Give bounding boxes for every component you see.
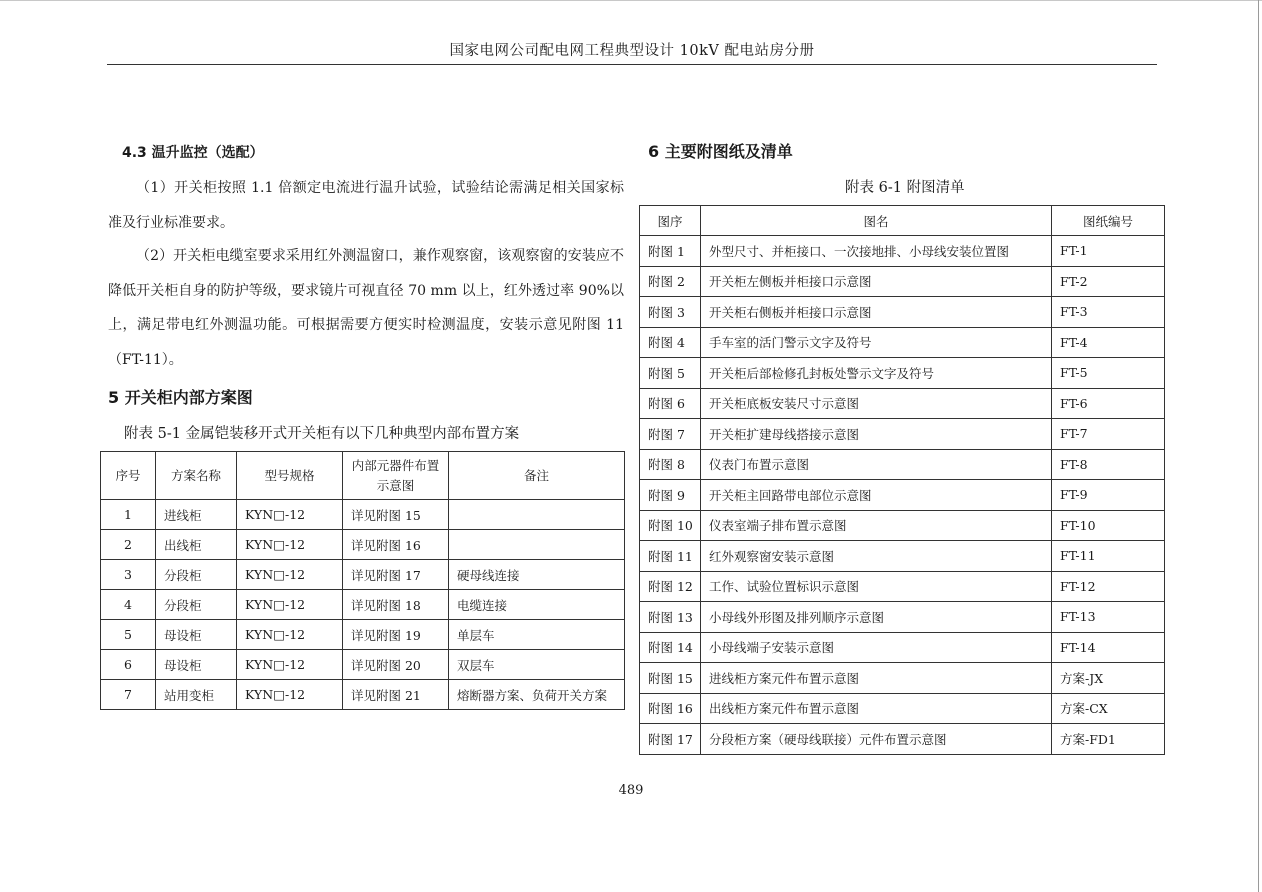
table-cell: KYN□-12 — [237, 590, 343, 620]
t6-header-cell: 图名 — [701, 206, 1052, 236]
table-cell: 母设柜 — [156, 650, 237, 680]
table-6-1-row — [640, 693, 1165, 724]
t5-header-cell: 型号规格 — [237, 452, 343, 500]
table-cell: 小母线外形图及排列顺序示意图 — [701, 602, 1052, 633]
table-cell: 进线柜方案元件布置示意图 — [701, 663, 1052, 694]
table-cell: 附图 11 — [640, 541, 701, 572]
t6-header-cell: 图纸编号 — [1052, 206, 1165, 236]
table-cell: 3 — [101, 560, 156, 590]
table-cell: 详见附图 20 — [343, 650, 449, 680]
table-cell: 分段柜 — [156, 560, 237, 590]
table-cell: 母设柜 — [156, 620, 237, 650]
table-cell: 出线柜 — [156, 530, 237, 560]
table-cell: 附图 16 — [640, 693, 701, 724]
table-cell: 出线柜方案元件布置示意图 — [701, 693, 1052, 724]
paragraph-1 — [108, 130, 624, 240]
table-cell: 分段柜方案（硬母线联接）元件布置示意图 — [701, 724, 1052, 755]
table-cell: 双层车 — [449, 650, 625, 680]
table-cell: 附图 3 — [640, 297, 701, 328]
table-cell: FT-1 — [1052, 236, 1165, 267]
table-cell: 方案-FD1 — [1052, 724, 1165, 755]
table-6-1-row — [640, 541, 1165, 572]
table-6-1 — [639, 205, 1165, 755]
table-cell: 详见附图 18 — [343, 590, 449, 620]
table-6-1-row — [640, 724, 1165, 755]
table-cell: 仪表门布置示意图 — [701, 449, 1052, 480]
table-6-1-row — [640, 327, 1165, 358]
table-cell: 附图 13 — [640, 602, 701, 633]
table-cell: 仪表室端子排布置示意图 — [701, 510, 1052, 541]
table-5-1-caption: 附表 5-1 金属铠装移开式开关柜有以下几种典型内部布置方案 — [124, 426, 520, 442]
table-6-1-row — [640, 632, 1165, 663]
table-cell: 6 — [101, 650, 156, 680]
table-6-1-row — [640, 358, 1165, 389]
table-cell: 附图 10 — [640, 510, 701, 541]
table-cell: 单层车 — [449, 620, 625, 650]
t5-header-cell: 方案名称 — [156, 452, 237, 500]
table-cell: FT-14 — [1052, 632, 1165, 663]
table-cell: FT-2 — [1052, 266, 1165, 297]
table-cell: 进线柜 — [156, 500, 237, 530]
table-cell: KYN□-12 — [237, 680, 343, 710]
table-cell: 附图 9 — [640, 480, 701, 511]
table-cell: 开关柜后部检修孔封板处警示文字及符号 — [701, 358, 1052, 389]
table-cell: 详见附图 17 — [343, 560, 449, 590]
t5-header-cell: 内部元器件布置示意图 — [343, 452, 449, 500]
paragraph-2-text: （2）开关柜电缆室要求采用红外测温窗口，兼作观察窗，该观察窗的安装应不降低开关柜自身的防护等级，要求镜片可视直径 70 mm 以上，红外透过率 90%以上，满足带电红外测温功能。可根据需要方便实时检测温度，安装示意见附图 11（FT-11）。 — [108, 248, 624, 368]
table-cell: 附图 7 — [640, 419, 701, 450]
table-cell: KYN□-12 — [237, 620, 343, 650]
table-5-1-row — [101, 590, 625, 620]
table-6-1-row — [640, 602, 1165, 633]
table-cell: KYN□-12 — [237, 650, 343, 680]
table-cell: FT-5 — [1052, 358, 1165, 389]
table-cell: FT-11 — [1052, 541, 1165, 572]
table-cell: FT-13 — [1052, 602, 1165, 633]
table-5-1-row — [101, 530, 625, 560]
table-6-1-row — [640, 419, 1165, 450]
table-cell: 手车室的活门警示文字及符号 — [701, 327, 1052, 358]
table-cell — [449, 530, 625, 560]
table-cell: 开关柜底板安装尺寸示意图 — [701, 388, 1052, 419]
table-6-1-row — [640, 266, 1165, 297]
page-right-edge — [1258, 0, 1259, 892]
table-5-1-row — [101, 650, 625, 680]
section-4-3-heading: 4.3 温升监控（选配） — [122, 145, 264, 161]
table-cell: 工作、试验位置标识示意图 — [701, 571, 1052, 602]
table-cell: 附图 5 — [640, 358, 701, 389]
table-cell: 硬母线连接 — [449, 560, 625, 590]
table-5-1-row — [101, 680, 625, 710]
table-6-1-row — [640, 571, 1165, 602]
table-cell: FT-4 — [1052, 327, 1165, 358]
table-cell: 附图 15 — [640, 663, 701, 694]
table-cell — [449, 500, 625, 530]
table-cell: 附图 6 — [640, 388, 701, 419]
t5-header-cell: 备注 — [449, 452, 625, 500]
table-5-1-row — [101, 620, 625, 650]
table-cell: 外型尺寸、并柜接口、一次接地排、小母线安装位置图 — [701, 236, 1052, 267]
table-6-1-row — [640, 449, 1165, 480]
table-5-1 — [100, 451, 625, 710]
table-cell: 开关柜扩建母线搭接示意图 — [701, 419, 1052, 450]
table-cell: 5 — [101, 620, 156, 650]
t6-header-cell: 图序 — [640, 206, 701, 236]
table-6-1-row — [640, 236, 1165, 267]
table-cell: 红外观察窗安装示意图 — [701, 541, 1052, 572]
table-cell: FT-8 — [1052, 449, 1165, 480]
table-cell: 开关柜左侧板并柜接口示意图 — [701, 266, 1052, 297]
table-5-1-row — [101, 560, 625, 590]
table-6-1-caption: 附表 6-1 附图清单 — [845, 180, 965, 196]
table-cell: KYN□-12 — [237, 500, 343, 530]
table-cell: FT-12 — [1052, 571, 1165, 602]
table-cell: 开关柜右侧板并柜接口示意图 — [701, 297, 1052, 328]
table-cell: 2 — [101, 530, 156, 560]
paragraph-1-text: （1）开关柜按照 1.1 倍额定电流进行温升试验，试验结论需满足相关国家标准及行业标准要求。 — [108, 180, 624, 231]
table-cell: 详见附图 21 — [343, 680, 449, 710]
table-cell: FT-6 — [1052, 388, 1165, 419]
table-cell: FT-10 — [1052, 510, 1165, 541]
table-cell: 7 — [101, 680, 156, 710]
table-cell: 附图 1 — [640, 236, 701, 267]
table-cell: 1 — [101, 500, 156, 530]
page-top-edge — [0, 0, 1262, 1]
table-6-1-row — [640, 510, 1165, 541]
table-cell: KYN□-12 — [237, 530, 343, 560]
table-cell: 详见附图 15 — [343, 500, 449, 530]
table-5-1-header-row — [101, 452, 625, 500]
table-cell: 详见附图 19 — [343, 620, 449, 650]
table-cell: 方案-JX — [1052, 663, 1165, 694]
table-6-1-header-row — [640, 206, 1165, 236]
table-cell: 附图 2 — [640, 266, 701, 297]
table-cell: FT-7 — [1052, 419, 1165, 450]
header-rule — [107, 64, 1157, 65]
table-6-1-row — [640, 663, 1165, 694]
table-cell: 熔断器方案、负荷开关方案 — [449, 680, 625, 710]
table-cell: 方案-CX — [1052, 693, 1165, 724]
table-cell: 详见附图 16 — [343, 530, 449, 560]
table-cell: KYN□-12 — [237, 560, 343, 590]
t5-header-cell: 序号 — [101, 452, 156, 500]
table-6-1-row — [640, 388, 1165, 419]
section-5-heading: 5 开关柜内部方案图 — [108, 388, 253, 407]
table-5-1-row — [101, 500, 625, 530]
table-cell: 4 — [101, 590, 156, 620]
table-6-1-row — [640, 297, 1165, 328]
table-cell: 附图 12 — [640, 571, 701, 602]
table-cell: 电缆连接 — [449, 590, 625, 620]
running-header: 国家电网公司配电网工程典型设计 10kV 配电站房分册 — [449, 43, 815, 59]
table-cell: FT-9 — [1052, 480, 1165, 511]
table-cell: 附图 8 — [640, 449, 701, 480]
table-6-1-row — [640, 480, 1165, 511]
paragraph-2 — [108, 239, 624, 377]
table-cell: 小母线端子安装示意图 — [701, 632, 1052, 663]
table-cell: 站用变柜 — [156, 680, 237, 710]
table-cell: FT-3 — [1052, 297, 1165, 328]
table-cell: 开关柜主回路带电部位示意图 — [701, 480, 1052, 511]
page-number: 489 — [618, 783, 644, 798]
table-cell: 附图 17 — [640, 724, 701, 755]
table-cell: 附图 14 — [640, 632, 701, 663]
table-cell: 附图 4 — [640, 327, 701, 358]
table-cell: 分段柜 — [156, 590, 237, 620]
section-6-heading: 6 主要附图纸及清单 — [648, 142, 793, 161]
